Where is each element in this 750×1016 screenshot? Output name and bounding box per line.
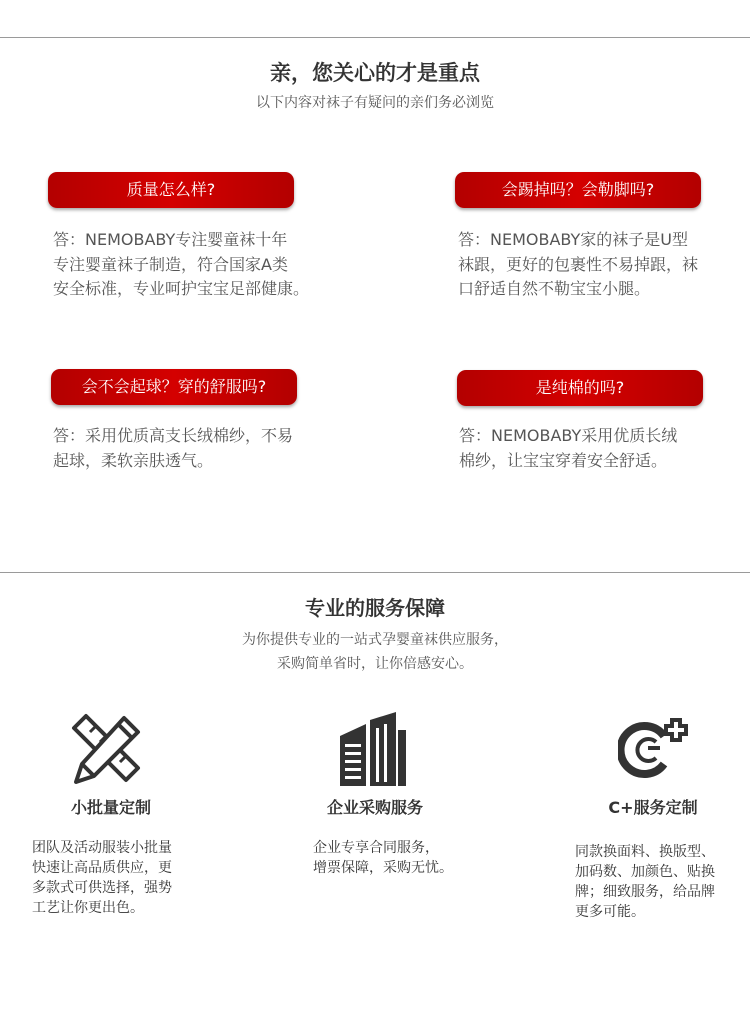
- service-name-enterprise: 企业采购服务: [326, 798, 423, 817]
- pencil-ruler-icon: [66, 712, 146, 788]
- service-name-c-plus: C+服务定制: [608, 798, 698, 817]
- c-plus-icon: [618, 716, 694, 780]
- answer-line: 安全标准，专业呵护宝宝足部健康。: [53, 279, 310, 298]
- faq-question-pilling: 会不会起球？穿的舒服吗?: [51, 369, 297, 405]
- faq-answer-cotton: [459, 424, 739, 473]
- building-icon: [336, 710, 410, 788]
- faq-subtitle: 以下内容对袜子有疑问的亲们务必浏览: [256, 95, 494, 111]
- service-subtitle: [0, 628, 750, 676]
- desc-line: 工艺让你更出色。: [32, 900, 144, 916]
- faq-answer-pilling: [53, 424, 343, 473]
- service-desc-small-batch: [32, 838, 202, 918]
- answer-line: 起球，柔软亲肤透气。: [53, 450, 214, 470]
- section-divider: [0, 572, 750, 573]
- faq-question-slip: 会踢掉吗？会勒脚吗?: [455, 172, 701, 208]
- service-subtitle-line: 采购简单省时，让你倍感安心。: [277, 656, 473, 672]
- faq-title: 亲，您关心的才是重点: [270, 61, 480, 85]
- answer-line: 袜跟，更好的包裹性不易掉跟，袜: [458, 254, 699, 274]
- desc-line: 加码数、加颜色、贴换: [575, 864, 715, 880]
- desc-line: 牌；细致服务，给品牌: [575, 884, 715, 900]
- desc-line: 同款换面料、换版型、: [575, 844, 715, 860]
- service-title: 专业的服务保障: [305, 596, 445, 620]
- service-name-small-batch: 小批量定制: [70, 798, 151, 817]
- answer-line: 棉纱，让宝宝穿着安全舒适。: [459, 450, 668, 470]
- desc-line: 团队及活动服装小批量: [32, 840, 172, 856]
- desc-line: 更多可能。: [575, 904, 645, 920]
- answer-line: 口舒适自然不勒宝宝小腿。: [458, 279, 651, 298]
- answer-line: 答：NEMOBABY采用优质长绒: [459, 426, 678, 445]
- faq-question-cotton: 是纯棉的吗?: [457, 370, 703, 406]
- service-subtitle-line: 为你提供专业的一站式孕婴童袜供应服务，: [242, 632, 508, 648]
- top-divider: [0, 37, 750, 38]
- service-desc-enterprise: [313, 838, 483, 878]
- answer-line: 答：采用优质高支长绒棉纱，不易: [53, 426, 294, 445]
- desc-line: 多款式可供选择，强势: [32, 880, 172, 896]
- answer-line: 答：NEMOBABY专注婴童袜十年: [53, 230, 288, 249]
- answer-line: 答：NEMOBABY家的袜子是U型: [458, 230, 688, 249]
- faq-question-quality: 质量怎么样?: [48, 172, 294, 208]
- service-desc-c-plus: [575, 842, 747, 922]
- faq-answer-quality: [53, 228, 353, 302]
- answer-line: 专注婴童袜子制造，符合国家A类: [53, 254, 288, 274]
- desc-line: 快速让高品质供应，更: [32, 860, 172, 876]
- desc-line: 企业专享合同服务，: [313, 840, 439, 856]
- desc-line: 增票保障，采购无忧。: [313, 860, 453, 876]
- faq-answer-slip: [458, 228, 744, 302]
